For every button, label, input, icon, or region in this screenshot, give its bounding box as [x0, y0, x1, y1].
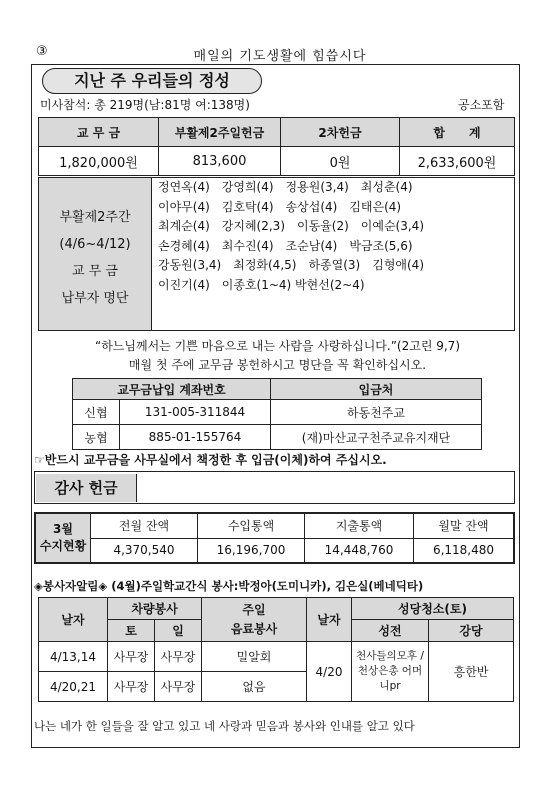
vol-sat: 사무장 [108, 672, 155, 702]
clean-hall: 흥한반 [429, 642, 514, 702]
donor-line: 이진기(4) 이종호(1~4) 박현선(2~4) [158, 277, 365, 292]
account-number: 885-01-155764 [120, 425, 271, 450]
finance-table [34, 512, 515, 564]
volunteer-table [38, 597, 514, 702]
vol-header-clean: 성당청소(토) [352, 598, 514, 620]
col-header-total: 합 계 [400, 118, 515, 147]
finance-header: 전월 잔액 [91, 513, 198, 538]
finance-value: 6,118,480 [414, 538, 515, 563]
donor-line: 강동원(3,4) 최정화(4,5) 하종열(3) 김형애(4) [158, 258, 424, 272]
offering-title: 지난 주 우리들의 정성 [42, 68, 262, 94]
amount-total: 2,633,600원 [400, 147, 515, 176]
donor-label-line: 부활제2주간 [59, 210, 131, 225]
finance-value: 14,448,760 [305, 538, 414, 563]
vol-header-drink-2: 음료봉사 [230, 621, 278, 636]
footer-verse: 나는 네가 한 일들을 잘 알고 있고 네 사랑과 믿음과 봉사와 인내를 알고 있다 [34, 719, 415, 733]
col-header-second: 2차헌금 [281, 118, 400, 147]
account-holder: 하동천주교 [271, 400, 482, 425]
account-table [72, 378, 482, 450]
scripture-quote: “하느님께서는 기쁜 마음으로 내는 사람을 사랑하십니다.”(2고린 9,7) [94, 339, 461, 353]
bank-name: 농협 [73, 425, 120, 450]
vol-sun: 사무장 [155, 672, 202, 702]
finance-label [35, 513, 91, 563]
account-holder: (재)마산교구천주교유지재단 [271, 425, 482, 450]
vol-sun: 사무장 [155, 642, 202, 672]
bank-name: 신협 [73, 400, 120, 425]
payment-notice: ☞반드시 교무금을 사무실에서 책정한 후 입금(이체)하여 주십시오. [34, 453, 387, 467]
finance-value: 16,196,700 [198, 538, 305, 563]
finance-month: 3월 [53, 522, 73, 536]
finance-value: 4,370,540 [91, 538, 198, 563]
vol-header-vehicle: 차량봉사 [108, 598, 202, 620]
donor-label-box [38, 177, 152, 331]
offering-guide: 매월 첫 주에 교무금 봉헌하시고 명단을 꼭 확인하십시오. [128, 358, 427, 372]
donor-list [151, 177, 515, 331]
amount-second: 0원 [281, 147, 400, 176]
finance-status: 수지현황 [39, 539, 87, 553]
offering-table [38, 117, 515, 176]
page-number: ③ [36, 44, 48, 59]
vol-drink: 없음 [202, 672, 307, 702]
vol-header-sun: 일 [155, 620, 202, 642]
donor-line: 정연옥(4) 강영희(4) 정용원(3,4) 최성춘(4) [158, 180, 413, 194]
vol-header-hall: 강당 [429, 620, 514, 642]
vol-header-sanctuary: 성전 [352, 620, 429, 642]
attendance-note: 공소포함 [458, 98, 505, 112]
donor-line: 손경혜(4) 최수진(4) 조순남(4) 박금조(5,6) [158, 238, 413, 253]
amount-easter: 813,600 [159, 147, 281, 176]
vol-drink: 밀알회 [202, 642, 307, 672]
finance-header: 지출통액 [305, 513, 414, 538]
account-number: 131-005-311844 [120, 400, 271, 425]
donor-line: 최계순(4) 강지혜(2,3) 이동율(2) 이예순(3,4) [158, 219, 424, 233]
vol-date: 4/20,21 [39, 672, 108, 702]
vol-header-date: 날자 [39, 598, 108, 642]
holder-header: 입금처 [271, 379, 482, 400]
vol-sat: 사무장 [108, 642, 155, 672]
account-header: 교무금납입 계좌번호 [73, 379, 271, 400]
donor-label-line: (4/6~4/12) [59, 237, 131, 252]
amount-gyomugeum: 1,820,000원 [39, 147, 159, 176]
page-motto: 매일의 기도생활에 힘씁시다 [193, 49, 367, 64]
col-header-gyomugeum: 교 무 금 [39, 118, 159, 147]
thanks-title: 감사 헌금 [36, 474, 137, 502]
vol-header-drink [202, 598, 307, 642]
finance-header: 월말 잔액 [414, 513, 515, 538]
volunteer-title: ◈봉사자알림◈ (4월)주일학교간식 봉사:박정아(도미니카), 김은실(베네딕타) [34, 579, 424, 593]
vol-header-sat: 토 [108, 620, 155, 642]
finance-header: 수입통액 [198, 513, 305, 538]
donor-label-line: 납부자 명단 [61, 291, 129, 306]
clean-date: 4/20 [307, 642, 352, 702]
donor-line: 이야무(4) 김호탁(4) 송상섭(4) 김태은(4) [158, 199, 402, 214]
vol-header-date2: 날자 [307, 598, 352, 642]
attendance-text: 미사참석: 총 219명(남:81명 여:138명) [40, 98, 250, 112]
vol-date: 4/13,14 [39, 642, 108, 672]
vol-header-drink-1: 주일 [242, 602, 266, 617]
col-header-easter: 부활제2주일헌금 [159, 118, 281, 147]
donor-label-line: 교 무 금 [72, 264, 118, 279]
clean-sanctuary: 천사들의모후 /천상은총 어머니pr [352, 642, 429, 702]
